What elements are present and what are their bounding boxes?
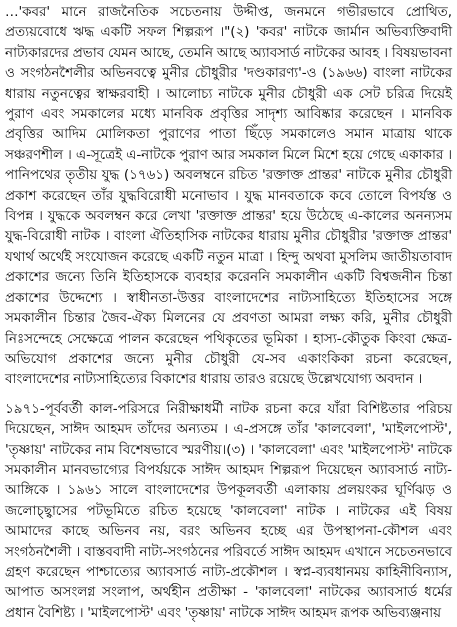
paragraph-sayeed-ahmed: ১৯৭১-পূর্ববর্তী কাল-পরিসরে নিরীক্ষাধর্মী নাটক রচনা করে যাঁরা বিশিষ্টতার পরিচয় দিয়েছেন, সাঈদ আহমদ তাঁদের অন্যতম । এ-প্রসঙ্গে তাঁর 'কালবেলা', 'মাইলপোস্ট', 'তৃষ্ণায়' নাটকের নাম বিশেষভাবে স্মরণীয়।(৩) । 'কালবেলা' এবং 'মাইলপোস্ট' নাটকে সমকালীন মানবভাগ্যের বিপর্যয়কে সাঈদ আহমদ শিল্পরূপ দিয়েছেন অ্যাবসার্ড নাট্য-আঙ্গিকে । ১৯৬১ সালে বাংলাদেশের উপকূলবর্তী এলাকায় প্রলয়ংকর ঘূর্ণিঝড় ও জলোচ্ছ্বাসের পটভূমিতে রচিত হয়েছে 'কালবেলা' নাটক । নাটকের এই বিষয় আমাদের কাছে অভিনব নয়, বরং অভিনব হচ্ছে এর উপস্থাপনা-কৌশল এবং সংগঠনশৈলী । বাস্তববাদী নাট্য-সংগঠনের পরিবর্তে সাঈদ আহমদ এখানে সচেতনভাবে গ্রহণ করেছেন পাশ্চাত্যের অ্যাবসার্ড নাট্য-প্রকৌশল । স্বপ্ন-ব্যবধানময় কাহিনীবিন্যাস, আপাত অসংলগ্ন সংলাপ, অর্থহীন প্রতীক্ষা - 'কালবেলা' নাটকের অ্যাবসার্ড ধর্মের প্রধান বৈশিষ্ট্য । 'মাইলপোস্ট' এবং 'তৃষ্ণায়' নাটকে সাঈদ আহমদ রূপক অভিব্যঞ্জনায় bbox=[5, 400, 452, 621]
paragraph-munir-chowdhury: …'কবর' মানে রাজনৈতিক সচেতনায় উদ্দীপ্ত, জনমনে গভীরভাবে প্রোথিত, প্রত্যয়বোধে ঋদ্ধ একটি সফল শিল্পরূপ ।"(২) 'কবর' নাটকে জার্মান অভিব্যক্তিবাদী নাট্যকারদের প্রভাব যেমন আছে, তেমনি আছে অ্যাবসার্ড নাটকের আবহ । বিষয়ভাবনা ও সংগঠনশৈলীর অভিনবত্বে মুনীর চৌধুরীর 'দণ্ডকারণ্য'-ও (১৯৬৬) বাংলা নাটকের ধারায় নতুনত্বের স্বাক্ষরবাহী । আলোচ্য নাটকে মুনীর চৌধুরী এক সেট চরিত্র দিয়েই পুরাণ এবং সমকালের মধ্যে মানবিক প্রবৃত্তির সাদৃশ্য আবিষ্কার করেছেন । মানবিক প্রবৃত্তির আদিম মোলিকতা পুরাণের পাতা ছিঁড়ে সমকালেও সমান মাত্রায় থাকে সঞ্চরণশীল । এ-সূত্রেই এ-নাটকে পুরাণ আর সমকাল মিলে মিশে হয়ে গেছে একাকার । পানিপথের তৃতীয় যুদ্ধ (১৭৬১) অবলম্বনে রচিত 'রক্তাক্ত প্রান্তর' নাটকে মুনীর চৌধুরী প্রকাশ করেছেন তাঁর যুদ্ধবিরোধী মনোভাব । যুদ্ধ মানবতাকে কবে তোলে বিপর্যস্ত ও বিপন্ন । যুদ্ধকে অবলম্বন করে লেখা 'রক্তাক্ত প্রান্তর' হয়ে উঠেছে এ-কালের অনন্যসম যুদ্ধ-বিরোধী নাটক । বাংলা ঐতিহাসিক নাটকের ধারায় মুনীর চৌধুরীর 'রক্তাক্ত প্রান্তর' যথার্থ অর্থেই সংযোজন করেছে একটি নতুন মাত্রা । হিন্দু অথবা মুসলিম জাতীয়তাবাদ প্রকাশের জন্যে তিনি ইতিহাসকে ব্যবহার করেননি সমকালীন একটি বিশ্বজনীন চিন্তা প্রকাশের উদ্দেশ্যে । স্বাধীনতা-উত্তর বাংলাদেশের নাট্যসাহিত্যে ইতিহাসের সঙ্গে সমকালীন চিন্তার জৈব-ঐক্য মিলনের যে প্রবণতা আমরা লক্ষ্য করি, মুনীর চৌধুরী নিঃসন্দেহে সেক্ষেত্রে পালন করেছেন পথিকৃতের ভূমিকা । হাস্য-কৌতুক কিংবা ক্ষেত্র-অভিযোগ প্রকাশের জন্যে মুনীর চৌধুরী যে-সব একাংকিকা রচনা করেছেন, বাংলাদেশের নাট্যসাহিত্যের বিকাশের ধারায় তারও রয়েছে উল্লেখযোগ্য অবদান । bbox=[5, 4, 452, 388]
